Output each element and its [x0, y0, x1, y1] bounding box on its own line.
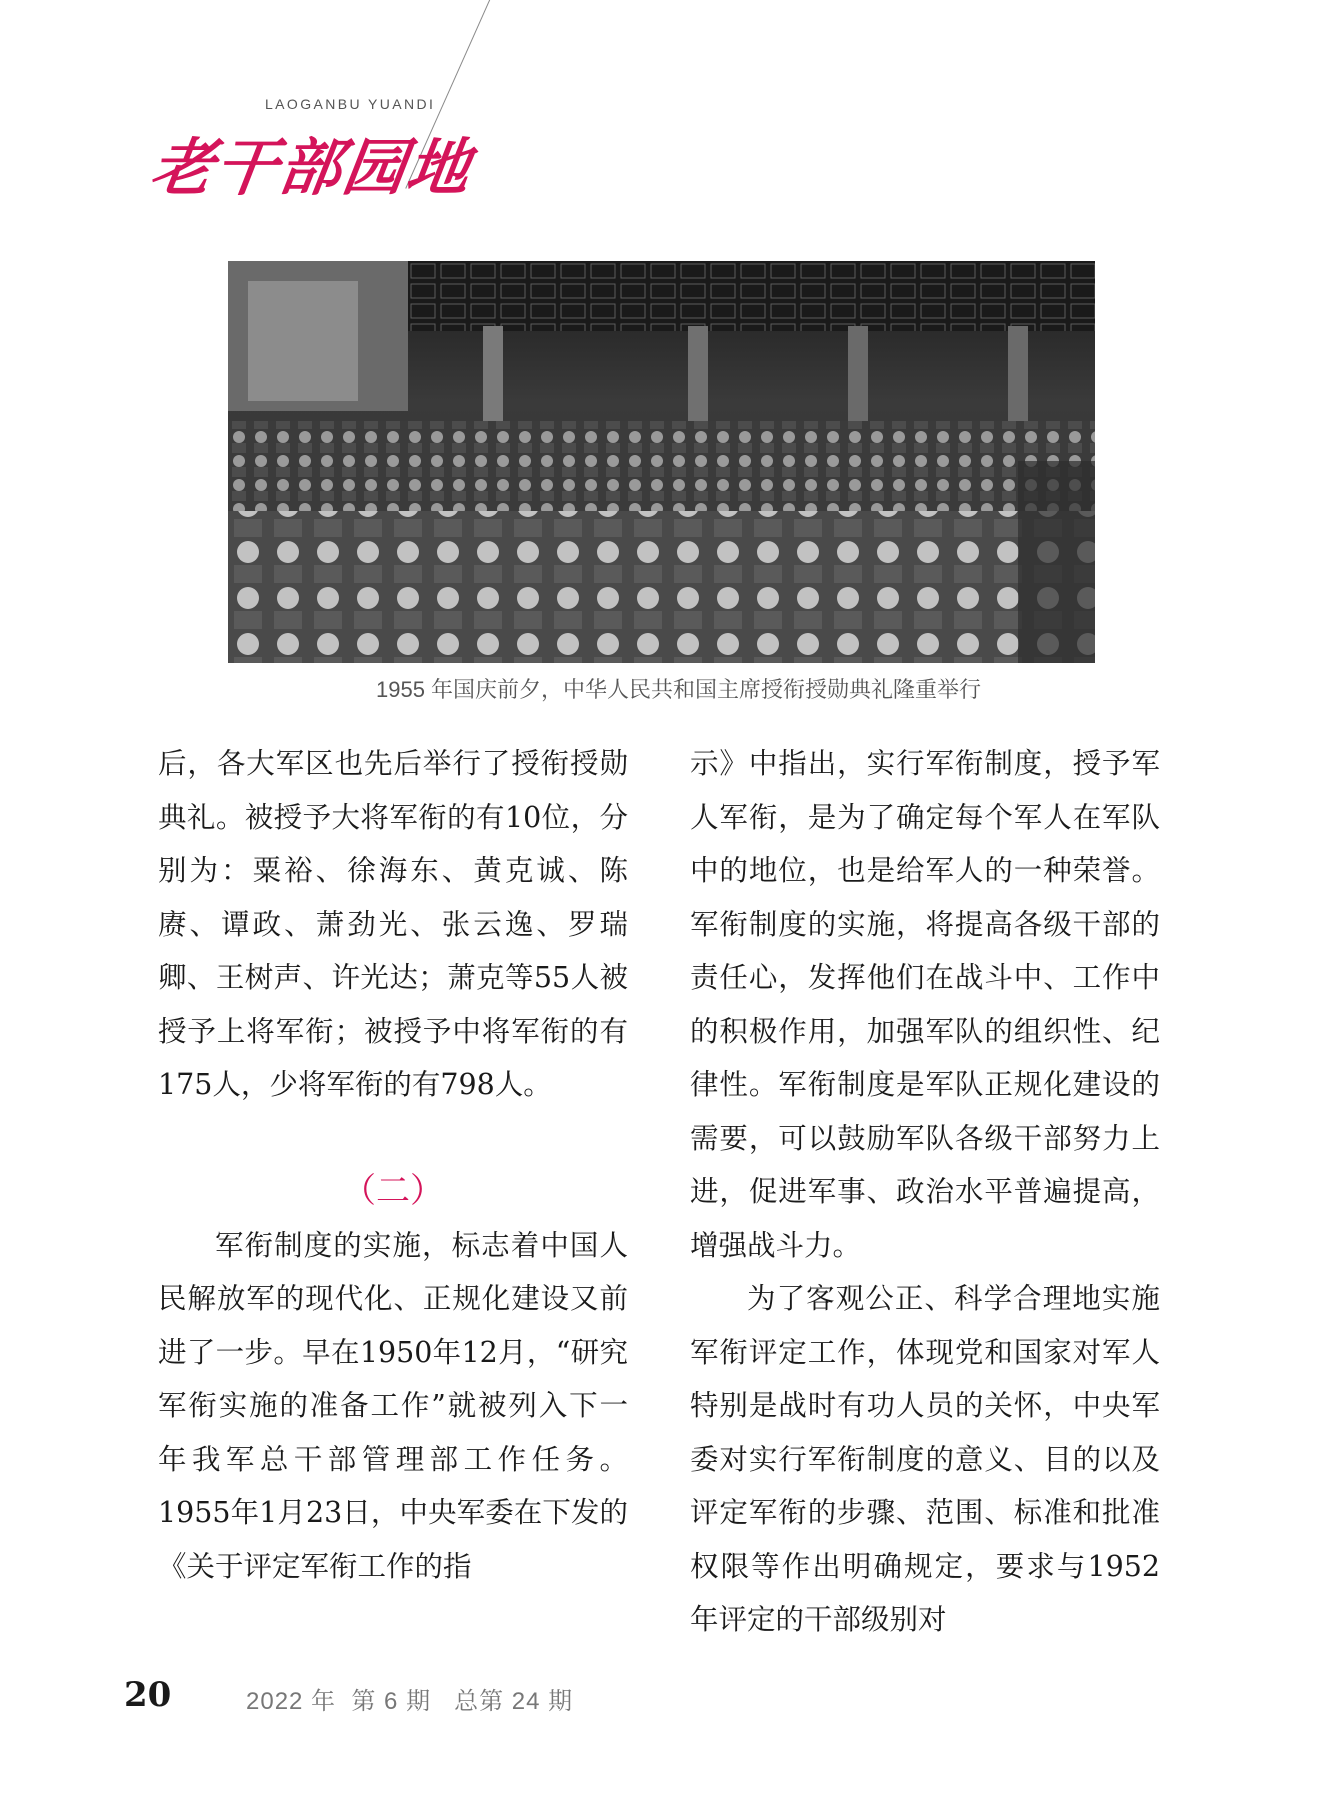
- header-pinyin: LAOGANBU YUANDI: [265, 96, 436, 112]
- paragraph: 示》中指出，实行军衔制度，授予军人军衔，是为了确定每个军人在军队中的地位，也是给军人的一种荣誉。军衔制度的实施，将提高各级干部的责任心，发挥他们在战斗中、工作中的积极作用，加强军队的组织性、纪律性。军衔制度是军队正规化建设的需要，可以鼓励军队各级干部努力上进，促进军事、政治水平普遍提高，增强战斗力。: [690, 747, 1160, 1262]
- section-heading: （二）: [342, 1171, 444, 1211]
- ceremony-photo: [228, 261, 1095, 663]
- paragraph: 军衔制度的实施，标志着中国人民解放军的现代化、正规化建设又前进了一步。早在1950年12月，“研究军衔实施的准备工作”就被列入下一年我军总干部管理部工作任务。1955年1月23日，中央军委在下发的《关于评定军衔工作的指: [158, 1228, 628, 1583]
- paragraph: 后，各大军区也先后举行了授衔授勋典礼。被授予大将军衔的有10位，分别为：粟裕、徐海东、黄克诚、陈赓、谭政、萧劲光、张云逸、罗瑞卿、王树声、许光达；萧克等55人被授予上将军衔；被授予中将军衔的有175人，少将军衔的有798人。: [158, 747, 628, 1101]
- article-right-column: [690, 737, 1160, 1647]
- issue-info: 2022 年 第 6 期 总第 24 期: [246, 1688, 574, 1715]
- header-column-title: 老干部园地: [146, 131, 477, 204]
- photo-caption: 1955 年国庆前夕，中华人民共和国主席授衔授勋典礼隆重举行: [376, 677, 982, 702]
- paragraph: 为了客观公正、科学合理地实施军衔评定工作，体现党和国家对军人特别是战时有功人员的关怀，中央军委对实行军衔制度的意义、目的以及评定军衔的步骤、范围、标准和批准权限等作出明确规定，要求与1952年评定的干部级别对: [690, 1282, 1160, 1636]
- article-left-column: [158, 737, 628, 1593]
- page-number: 20: [124, 1675, 172, 1715]
